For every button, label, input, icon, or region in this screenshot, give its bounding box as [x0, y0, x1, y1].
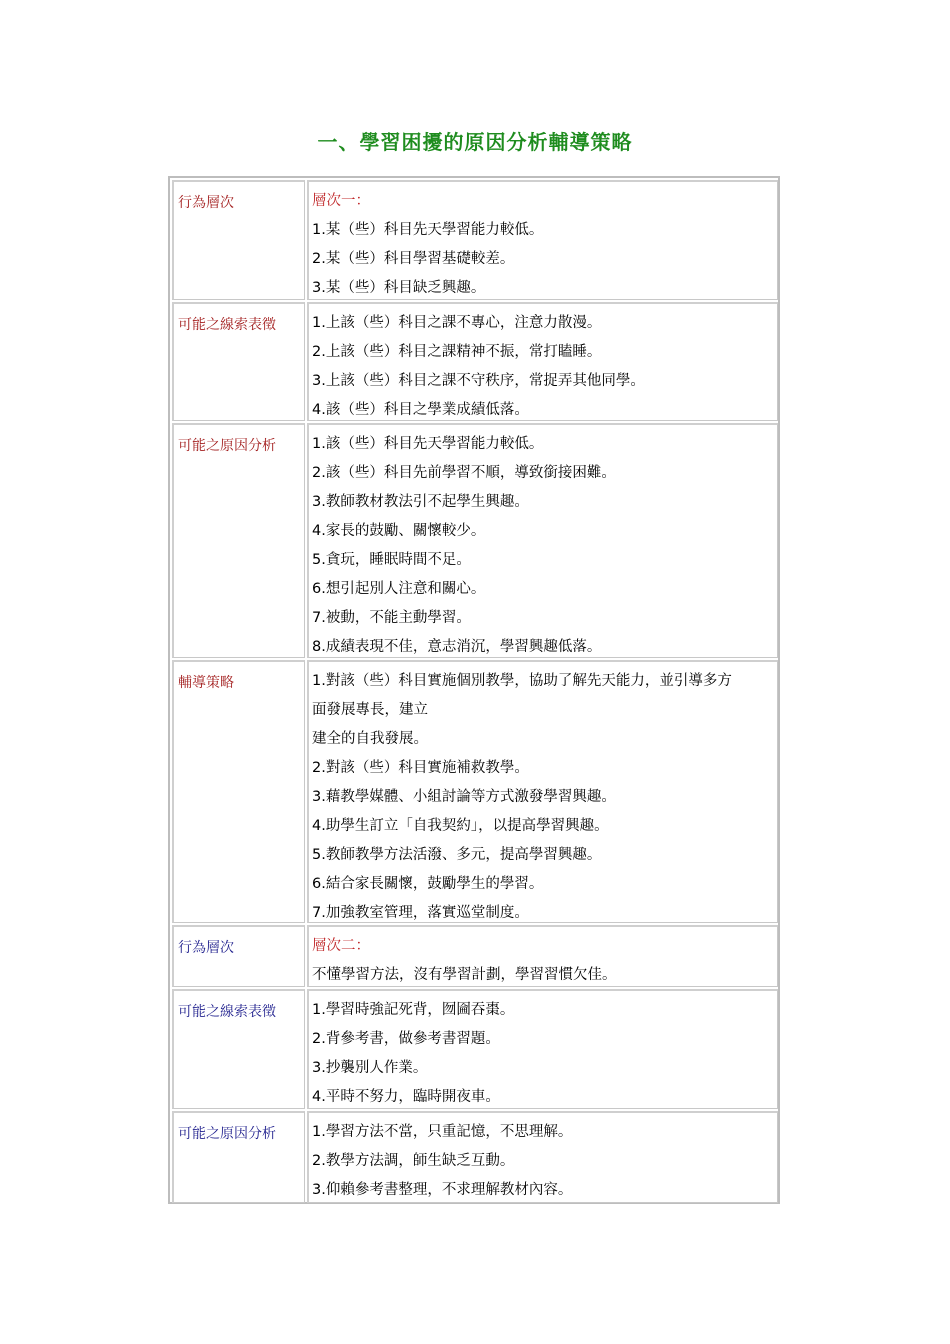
table-row — [172, 989, 778, 1109]
content-line: 2.該（些）科目先前學習不順，導致銜接困難。 — [312, 465, 616, 481]
row-content-cell — [307, 989, 778, 1109]
content-line: 2.教學方法調，師生缺乏互動。 — [312, 1153, 515, 1169]
content-line: 4.助學生訂立「自我契約」，以提高學習興趣。 — [312, 818, 609, 834]
content-line: 8.成績表現不佳，意志消沉，學習興趣低落。 — [312, 639, 602, 655]
level-heading: 層次二： — [312, 938, 370, 954]
content-line: 7.被動，不能主動學習。 — [312, 610, 471, 626]
content-line: 6.結合家長關懷，鼓勵學生的學習。 — [312, 876, 544, 892]
row-label-cell — [172, 423, 305, 658]
row-label-cell — [172, 925, 305, 987]
content-line: 2.上該（些）科目之課精神不振，常打瞌睡。 — [312, 344, 602, 360]
table-row — [172, 423, 778, 658]
content-line: 1.某（些）科目先天學習能力較低。 — [312, 222, 544, 238]
row-label-cell — [172, 1111, 305, 1203]
row-content-cell — [307, 925, 778, 987]
row-label: 行為層次 — [178, 195, 234, 211]
content-line: 1.學習方法不當，只重記憶，不思理解。 — [312, 1124, 573, 1140]
content-line: 3.仰賴參考書整理，不求理解教材內容。 — [312, 1182, 573, 1198]
content-line: 4.該（些）科目之學業成績低落。 — [312, 402, 529, 418]
row-label: 可能之原因分析 — [178, 1126, 276, 1142]
row-label-cell — [172, 989, 305, 1109]
content-line: 4.平時不努力，臨時開夜車。 — [312, 1089, 500, 1105]
level-heading: 層次一： — [312, 193, 370, 209]
table-row — [172, 1111, 778, 1203]
row-label: 可能之原因分析 — [178, 438, 276, 454]
content-line: 3.教師教材教法引不起學生興趣。 — [312, 494, 529, 510]
content-line: 1.該（些）科目先天學習能力較低。 — [312, 436, 544, 452]
content-line: 1.上該（些）科目之課不專心，注意力散漫。 — [312, 315, 602, 331]
row-label: 行為層次 — [178, 940, 234, 956]
content-line: 1.學習時強記死背，囫圇吞棗。 — [312, 1002, 515, 1018]
strategy-table — [168, 176, 780, 1204]
content-line: 5.教師教學方法活潑、多元，提高學習興趣。 — [312, 847, 602, 863]
content-line: 3.藉教學媒體、小組討論等方式激發學習興趣。 — [312, 789, 616, 805]
content-line: 2.對該（些）科目實施補救教學。 — [312, 760, 529, 776]
row-label: 可能之線索表徵 — [178, 1004, 276, 1020]
content-line: 5.貪玩，睡眠時間不足。 — [312, 552, 471, 568]
content-line: 建全的自我發展。 — [312, 731, 428, 747]
content-line: 2.某（些）科目學習基礎較差。 — [312, 251, 515, 267]
content-line: 2.背參考書，做參考書習題。 — [312, 1031, 500, 1047]
row-label-cell — [172, 180, 305, 300]
row-content-cell — [307, 660, 778, 923]
row-label: 輔導策略 — [178, 675, 234, 691]
content-line: 4.家長的鼓勵、關懷較少。 — [312, 523, 486, 539]
row-content-cell — [307, 423, 778, 658]
row-label-cell — [172, 302, 305, 421]
table-row — [172, 180, 778, 300]
row-content-cell — [307, 1111, 778, 1203]
content-line: 6.想引起別人注意和關心。 — [312, 581, 486, 597]
document-title: 一、學習困擾的原因分析輔導策略 — [317, 130, 633, 154]
content-line: 7.加強教室管理，落實巡堂制度。 — [312, 905, 529, 921]
content-line: 面發展專長，建立 — [312, 702, 428, 718]
table-row — [172, 660, 778, 923]
table-row — [172, 925, 778, 987]
row-content-cell — [307, 302, 778, 421]
row-content-cell — [307, 180, 778, 300]
row-label: 可能之線索表徵 — [178, 317, 276, 333]
content-line: 3.上該（些）科目之課不守秩序，常捉弄其他同學。 — [312, 373, 645, 389]
row-label-cell — [172, 660, 305, 923]
content-line: 1.對該（些）科目實施個別教學，協助了解先天能力，並引導多方 — [312, 673, 732, 689]
table-row — [172, 302, 778, 421]
content-line: 3.抄襲別人作業。 — [312, 1060, 428, 1076]
content-line: 不懂學習方法，沒有學習計劃，學習習慣欠佳。 — [312, 967, 617, 983]
content-line: 3.某（些）科目缺乏興趣。 — [312, 280, 486, 296]
